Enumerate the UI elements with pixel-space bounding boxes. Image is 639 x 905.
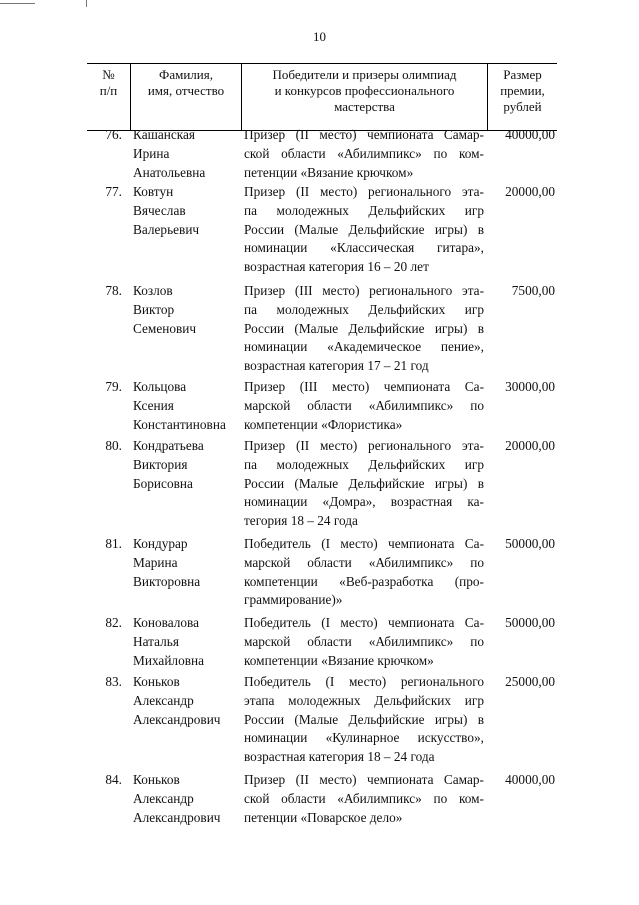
name-line: Кольцова <box>133 379 187 394</box>
name-line: Александрович <box>133 711 221 727</box>
description-line: марской области «Абилимпикс» по <box>244 554 484 570</box>
name-line: Коньков <box>133 674 180 689</box>
header-amount <box>488 64 557 130</box>
row-number: 82. <box>105 615 122 630</box>
description-line: тегория 18 – 24 года <box>244 513 358 529</box>
table-row <box>87 673 557 767</box>
row-description <box>242 614 488 670</box>
description-line: возрастная категория 17 – 21 год <box>244 358 429 374</box>
row-number: 84. <box>105 772 122 787</box>
name-line: Ирина <box>133 145 170 161</box>
description-line: возрастная категория 16 – 20 лет <box>244 259 429 275</box>
header-name <box>131 64 242 130</box>
row-number: 78. <box>105 283 122 298</box>
name-line: Кондурар <box>133 536 188 551</box>
name-line: Виктория <box>133 456 188 472</box>
name-line: Виктор <box>133 301 175 317</box>
description-line: России (Малые Дельфийские игры) в <box>244 711 484 727</box>
table-row <box>87 437 557 531</box>
name-line: Ксения <box>133 397 174 413</box>
row-number: 77. <box>105 184 122 199</box>
table-row <box>87 535 557 610</box>
name-line: Константиновна <box>133 416 226 432</box>
description-line: граммирование)» <box>244 592 343 608</box>
name-line: Анатольевна <box>133 164 206 180</box>
name-line: Кондратьева <box>133 438 204 453</box>
table-row <box>87 378 557 434</box>
row-amount: 50000,00 <box>505 536 555 551</box>
header-num <box>87 64 131 130</box>
header-desc-label: Победители и призеры олимпиад и конкурсов профессионального мастерства <box>272 67 457 114</box>
row-description <box>242 126 488 182</box>
description-line: Призер (II место) регионального эта- <box>244 438 484 453</box>
description-line: Призер (III место) чемпионата Са- <box>244 379 484 394</box>
name-line: Вячеслав <box>133 202 186 218</box>
name-line: Викторовна <box>133 573 201 589</box>
header-amount-label: Размер премии, рублей <box>500 67 545 114</box>
scan-artifact <box>86 0 87 7</box>
description-line: петенции «Поварское дело» <box>244 809 403 825</box>
row-description <box>242 437 488 531</box>
table-row <box>87 126 557 182</box>
table-row <box>87 183 557 277</box>
description-line: возрастная категория 18 – 24 года <box>244 749 435 765</box>
description-line: Призер (II место) чемпионата Самар- <box>244 127 484 142</box>
table-row <box>87 771 557 827</box>
name-line: Кашанская <box>133 127 196 142</box>
row-number: 81. <box>105 536 122 551</box>
name-line: Михайловна <box>133 652 205 668</box>
description-line: России (Малые Дельфийские игры) в <box>244 221 484 237</box>
header-desc <box>242 64 488 130</box>
row-amount: 20000,00 <box>505 438 555 453</box>
row-name <box>131 673 242 767</box>
description-line: Призер (II место) чемпионата Самар- <box>244 772 484 787</box>
name-line: Александрович <box>133 809 221 825</box>
row-amount: 30000,00 <box>505 379 555 394</box>
name-line: Семенович <box>133 320 197 336</box>
table-header <box>87 63 557 131</box>
description-line: Победитель (I место) регионального <box>244 674 484 689</box>
row-name <box>131 183 242 277</box>
row-name <box>131 437 242 531</box>
description-line: марской области «Абилимпикс» по <box>244 633 484 649</box>
description-line: России (Малые Дельфийские игры) в <box>244 320 484 336</box>
scan-artifact <box>0 3 35 4</box>
description-line: номинации «Классическая гитара», <box>244 240 484 256</box>
row-amount: 20000,00 <box>505 184 555 199</box>
description-line: Победитель (I место) чемпионата Са- <box>244 615 484 630</box>
row-name <box>131 126 242 182</box>
row-name <box>131 378 242 434</box>
description-line: петенции «Вязание крючком» <box>244 164 414 180</box>
row-description <box>242 771 488 827</box>
description-line: Призер (III место) регионального эта- <box>244 283 484 298</box>
table-row <box>87 614 557 670</box>
name-line: Козлов <box>133 283 173 298</box>
page-number: 10 <box>313 29 326 44</box>
row-number: 79. <box>105 379 122 394</box>
name-line: Александр <box>133 790 194 806</box>
description-line: компетенции «Флористика» <box>244 416 403 432</box>
name-line: Борисовна <box>133 475 193 491</box>
row-name <box>131 614 242 670</box>
name-line: Марина <box>133 554 178 570</box>
name-line: Валерьевич <box>133 221 200 237</box>
description-line: номинации «Академическое пение», <box>244 339 484 355</box>
description-line: Победитель (I место) чемпионата Са- <box>244 536 484 551</box>
description-line: номинации «Домра», возрастная ка- <box>244 494 484 510</box>
header-num-label: № п/п <box>99 67 118 98</box>
description-line: па молодежных Дельфийских игр <box>244 456 484 472</box>
description-line: марской области «Абилимпикс» по <box>244 397 484 413</box>
name-line: Коновалова <box>133 615 200 630</box>
row-name <box>131 771 242 827</box>
row-number: 83. <box>105 674 122 689</box>
row-amount: 25000,00 <box>505 674 555 689</box>
description-line: Призер (II место) регионального эта- <box>244 184 484 199</box>
row-amount: 40000,00 <box>505 772 555 787</box>
row-description <box>242 282 488 376</box>
row-description <box>242 535 488 610</box>
description-line: компетенции «Вязание крючком» <box>244 652 434 668</box>
description-line: па молодежных Дельфийских игр <box>244 202 484 218</box>
description-line: номинации «Кулинарное искусство», <box>244 730 484 746</box>
description-line: этапа молодежных Дельфийских игр <box>244 692 484 708</box>
description-line: России (Малые Дельфийские игры) в <box>244 475 484 491</box>
table-row <box>87 282 557 376</box>
row-number: 76. <box>105 127 122 142</box>
header-name-label: Фамилия, имя, отчество <box>147 67 225 98</box>
row-number: 80. <box>105 438 122 453</box>
row-amount: 40000,00 <box>505 127 555 142</box>
row-description <box>242 673 488 767</box>
name-line: Ковтун <box>133 184 174 199</box>
row-amount: 7500,00 <box>511 283 555 298</box>
name-line: Александр <box>133 692 194 708</box>
name-line: Коньков <box>133 772 180 787</box>
description-line: ской области «Абилимпикс» по ком- <box>244 145 484 161</box>
description-line: ской области «Абилимпикс» по ком- <box>244 790 484 806</box>
description-line: па молодежных Дельфийских игр <box>244 301 484 317</box>
row-amount: 50000,00 <box>505 615 555 630</box>
row-description <box>242 183 488 277</box>
row-name <box>131 535 242 610</box>
row-description <box>242 378 488 434</box>
name-line: Наталья <box>133 633 179 649</box>
description-line: компетенции «Веб-разработка (про- <box>244 573 484 589</box>
row-name <box>131 282 242 376</box>
